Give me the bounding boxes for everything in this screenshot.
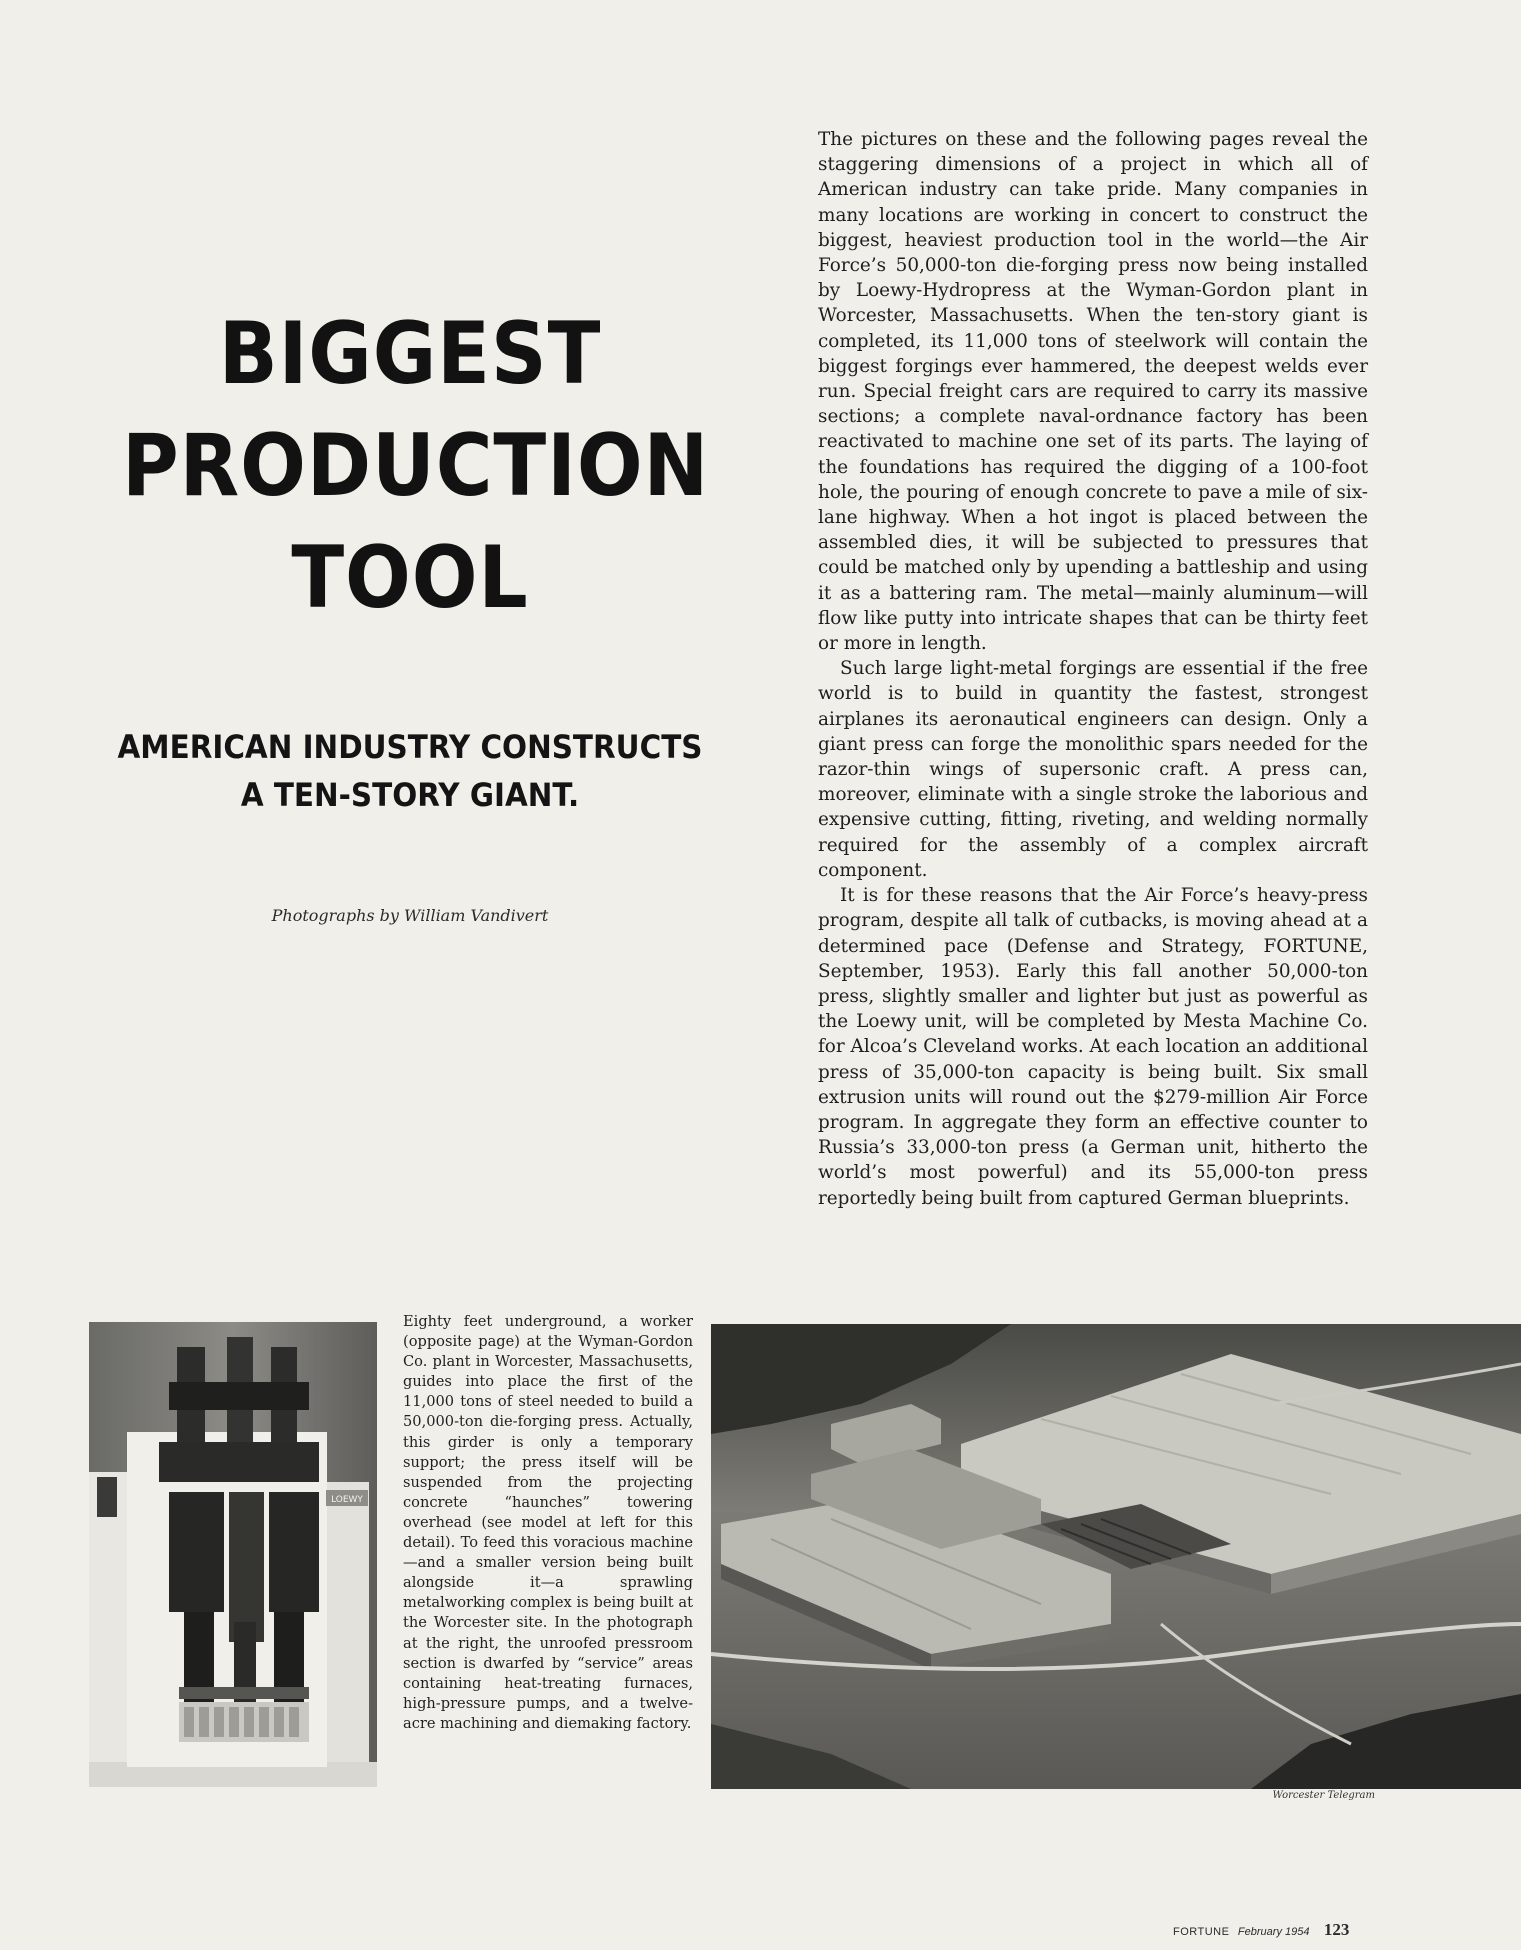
subtitle-line-1: AMERICAN INDUSTRY CONSTRUCTS: [117, 728, 703, 766]
article-title: [122, 298, 710, 634]
body-paragraph-2: Such large light-metal forgings are essential if the free world is to build in quantity the fastest, strongest airplanes its aeronautical engineers can design. Only a giant press can forge the monolithic spars needed for the razor-thin wings of supersonic craft. A press can, moreover, eliminate with a single stroke the laborious and expensive cutting, fitting, riveting, and welding normally required for the assembly of a complex aircraft component.: [818, 658, 1368, 881]
press-model-photo: [89, 1322, 377, 1787]
title-line-2: PRODUCTION: [122, 416, 710, 516]
aerial-plant-photo: [711, 1324, 1521, 1789]
footer-date: February 1954: [1237, 1926, 1310, 1938]
article-body: [818, 127, 1368, 1211]
aerial-plant-illustration: [711, 1324, 1521, 1789]
footer-magazine: FORTUNE: [1173, 1926, 1230, 1938]
title-line-1: BIGGEST: [218, 304, 602, 404]
photo-byline: Photographs by William Vandivert: [271, 906, 549, 925]
subtitle-line-2: A TEN-STORY GIANT.: [240, 776, 580, 814]
figure-caption: Eighty feet underground, a worker (opposite page) at the Wyman-Gordon Co. plant in Worcester, Massachusetts, guides into place the first of the 11,000 tons of steel needed to build a 50,000-ton die-forging press. Actually, this girder is only a temporary support; the press itself will be suspended from the projecting concrete “haunches” towering overhead (see model at left for this detail). To feed this voracious machine—and a smaller version being built alongside it—a sprawling metalworking complex is being built at the Worcester site. In the photograph at the right, the unroofed pressroom section is dwarfed by “service” areas containing heat-treating furnaces, high-pressure pumps, and a twelve-acre machining and diemaking factory.: [403, 1313, 693, 1732]
page-number: 123: [1323, 1920, 1350, 1939]
page-footer: [1173, 1920, 1473, 1940]
article-subtitle: [116, 723, 705, 819]
title-line-3: TOOL: [291, 528, 529, 628]
loewy-label: LOEWY: [331, 1495, 363, 1505]
aerial-photo-credit: Worcester Telegram: [1272, 1790, 1375, 1801]
press-model-illustration: [89, 1322, 377, 1787]
body-paragraph-1: The pictures on these and the following pages reveal the staggering dimensions of a project in which all of American industry can take pride. Many companies in many locations are working in concert to construct the biggest, heaviest production tool in the world—the Air Force’s 50,000-ton die-forging press now being installed by Loewy-Hydropress at the Wyman-Gordon plant in Worcester, Massachusetts. When the ten-story giant is completed, its 11,000 tons of steelwork will contain the biggest forgings ever hammered, the deepest welds ever run. Special freight cars are required to carry its massive sections; a complete naval-ordnance factory has been reactivated to machine one set of its parts. The laying of the foundations has required the digging of a 100-foot hole, the pouring of enough concrete to pave a mile of six-lane highway. When a hot ingot is placed between the assembled dies, it will be subjected to pressures that could be matched only by upending a battleship and using it as a battering ram. The metal—mainly aluminum—will flow like putty into intricate shapes that can be thirty feet or more in length.: [818, 129, 1368, 655]
body-paragraph-3: It is for these reasons that the Air Force’s heavy-press program, despite all talk of cutbacks, is moving ahead at a determined pace (Defense and Strategy, FORTUNE, September, 1953). Early this fall another 50,000-ton press, slightly smaller and lighter but just as powerful as the Loewy unit, will be completed by Mesta Machine Co. for Alcoa’s Cleveland works. At each location an additional press of 35,000-ton capacity is being built. Six small extrusion units will round out the $279-million Air Force program. In aggregate they form an effective counter to Russia’s 33,000-ton press (a German unit, hitherto the world’s most powerful) and its 55,000-ton press reportedly being built from captured German blueprints.: [818, 885, 1368, 1209]
